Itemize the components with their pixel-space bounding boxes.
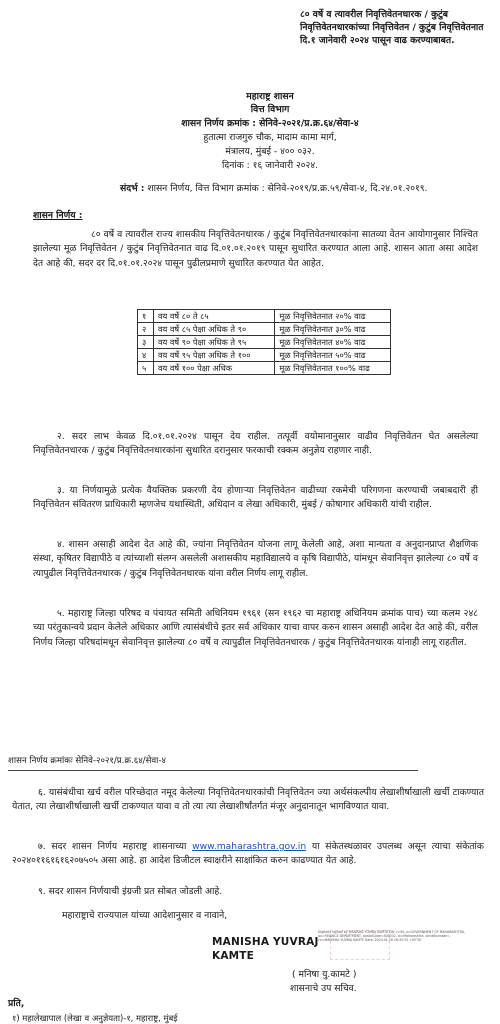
- paragraph-7-end: या संकेतस्थळावर उपलब्ध असून त्याचा संकेतांक २०२४०११६१६१६२०७५०५ असा आहे. हा आदेश डिजीटल स्वाक्षरीने साक्षांकित करुन काढण्यात येत आहे.: [12, 841, 484, 867]
- page2-header: शासन निर्णय क्रमांकः सेनिवे-२०२१/प्र.क्र.६४/सेवा-४: [8, 756, 166, 766]
- header-divider: [8, 770, 418, 771]
- address-line-1: हुतात्मा राजगुरु चौक, मादाम कामा मार्ग,: [203, 132, 337, 143]
- signer-name-line-2: KAMTE: [212, 950, 255, 962]
- address-line-2: मंत्रालय, मुंबई - ४०० ०३२.: [225, 146, 315, 157]
- paragraph-8: ९. सदर शासन निर्णयाची इंग्रजी प्रत सोबत जोडली आहे.: [38, 886, 223, 897]
- table-cell-num: ४: [138, 349, 154, 362]
- gov-name: महाराष्ट्र शासन: [246, 91, 294, 102]
- paragraph-6: ६. यासंबंधीचा खर्च वरील परिच्छेदात नमूद केलेल्या निवृत्तिवेतनधारकांची निवृत्तिवेतन ज्या अर्थसंकल्पीय लेखाशीर्षाखाली खर्ची टाकण्यात येतात, त्या लेखाशीर्षाखाली खर्ची टाकण्यात यावा व तो त्या त्या लेखाशीर्षांतर्गत मंजूर अनुदानातून भागविण्यात यावा.: [12, 787, 484, 813]
- table-cell-num: ५: [138, 362, 154, 375]
- table-cell-increase: मूळ निवृत्तिवेतनात ५०% वाढ: [275, 349, 391, 362]
- reference: [120, 182, 495, 196]
- table-cell-age: वय वर्षे ८० ते ८५: [153, 310, 274, 323]
- paragraph-4: ४. शासन असाही आदेश देत आहे की, ज्यांना निवृत्तिवेतन योजना लागू केलेली आहे, अशा मान्यता व अनुदानप्राप्त शैक्षणिक संस्था, कृषितर विद्यापीठे व त्यांच्याशी संलग्न असलेली अशासकीय महाविद्यालये व कृषि विद्यापीठे, यांमधून सेवानिवृत्त झालेल्या ८० वर्षे व त्यापुढील निवृत्तिवेतनधारक / कुटुंब निवृत्तिवेतनधारक यांना वरील निर्णय लागू राहील.: [33, 539, 478, 579]
- pension-increase-table: [137, 309, 391, 375]
- table-row: [138, 310, 391, 323]
- table-cell-age: वय वर्षे ८५ पेक्षा अधिक ते ९०: [153, 323, 274, 336]
- table-row: [138, 323, 391, 336]
- paragraph-3: ३. या निर्णयामुळे प्रत्येक वैयक्तिक प्रकरणी देय होणाऱ्या निवृत्तिवेतन वाढीच्या रकमेची परिगणना करण्याची जबाबदारी ही निवृत्तिवेतन संवितरण प्राधिकारी म्हणजेच यथास्थिती, अधिदान व लेखा अधिकारी, मुंबई / कोषागार अधिकारी यांची राहील.: [33, 485, 478, 511]
- signer-title: शासनाचे उप सचिव.: [290, 983, 357, 994]
- table-cell-num: ३: [138, 336, 154, 349]
- decision-label: शासन निर्णय :: [33, 210, 83, 221]
- digital-signature-text: Digitally signed by MANISHA YUVRAJ KAMTE DN: c=IN, o=GOVERNMENT OF MAHARASHTRA, ou=FINANCE DEPARTMENT, postalCode=400032, st=Maharashtra, serialNumber=, cn=MANISHA YUVRAJ KAMTE Date: 2024.01.16 16:35:32 +05'30': [318, 930, 466, 942]
- reference-text: शासन निर्णय, वित्त विभाग क्रमांक : सेनिवे-२०१९/प्र.क्र.५९/सेवा-४, दि.२४.०१.२०१९.: [147, 183, 428, 194]
- gr-date: दिनांक : १६ जानेवारी २०२४.: [221, 160, 319, 171]
- paragraph-5: ५. महाराष्ट्र जिल्हा परिषद व पंचायत समिती अधिनियम १९६१ (सन १९६२ चा महाराष्ट्र अधिनियम क्रमांक पाच) च्या कलम २४८ च्या परंतुकान्वये प्रदान केलेले अधिकार आणि त्यासंबंधीचे इतर सर्व अधिकार याचा वापर करुन शासन असाही आदेश देत आहे की, वरील निर्णय जिल्हा परिषदांमधून सेवानिवृत्त झालेल्या ८० वर्षे व त्यापुढील निवृत्तिवेतनधारक / कुटुंब निवृत्तिवेतनधारक यांनाही लागू राहतील.: [33, 608, 478, 648]
- table-cell-increase: मूळ निवृत्तिवेतनात ३०% वाढ: [275, 323, 391, 336]
- table-row: [138, 349, 391, 362]
- department-name: वित्त विभाग: [250, 104, 290, 115]
- page-break: [0, 712, 500, 750]
- reference-label: संदर्भ :: [120, 183, 145, 194]
- subject-heading: ८० वर्षे व त्यावरील निवृत्तिवेतनधारक / कुटुंब निवृत्तिवेतनधारकांच्या निवृत्तिवेतन / कुटुंब निवृत्तिवेतनात दि.१ जानेवारी २०२४ पासून वाढ करण्याबाबत.: [300, 9, 484, 47]
- table-cell-num: १: [138, 310, 154, 323]
- website-link[interactable]: www.maharashtra.gov.in: [192, 841, 307, 852]
- paragraph-2: २. सदर लाभ केवळ दि.०१.०१.२०२४ पासून देय राहील. तत्पूर्वी वयोमानानुसार वाढीव निवृत्तिवेतन घेत असलेल्या निवृत्तिवेतनधारक / कुटुंब निवृत्तिवेतनधारकांना सुधारित दरानुसार फरकाची रक्कम अनुज्ञेय राहणार नाही.: [33, 431, 478, 457]
- paragraph-1: ८० वर्षे व त्यावरील राज्य शासकीय निवृत्तिवेतनधारक / कुटुंब निवृत्तिवेतनधारकांना सातव्या वेतन आयोगानुसार निश्चित झालेल्या मूळ निवृत्तिवेतन / कुटुंब निवृत्तिवेतनात वाढ दि.०१.०१.२०१९ पासून सुधारित करण्यात आला आहे. शासन आता असा आदेश देत आहे की, सदर दर दि.०१.०१.२०२४ पासून पुढीलप्रमाणे सुधारित करण्यात येत आहेत.: [33, 229, 478, 269]
- prati-label: प्रति,: [8, 998, 25, 1009]
- table-cell-increase: मूळ निवृत्तिवेतनात १००% वाढ: [275, 362, 391, 375]
- signer-name: [212, 935, 319, 963]
- governor-order-line: महाराष्ट्राचे राज्यपाल यांच्या आदेशानुसार व नावाने,: [62, 910, 228, 921]
- table-cell-age: वय वर्षे ९५ पेक्षा अधिक ते १००: [153, 349, 274, 362]
- gr-number: शासन निर्णय क्रमांक : सेनिवे-२०२१/प्र.क्र.६४/सेवा-४: [181, 118, 359, 129]
- table-cell-increase: मूळ निवृत्तिवेतनात ४०% वाढ: [275, 336, 391, 349]
- signer-name-marathi: ( मनिषा यु.कामटे ): [292, 969, 357, 980]
- table-cell-age: वय वर्षे ९० पेक्षा अधिक ते ९५: [153, 336, 274, 349]
- paragraph-7-start: ७. सदर शासन निर्णय महाराष्ट्र शासनाच्या: [38, 841, 193, 852]
- table-cell-increase: मूळ निवृत्तिवेतनात २०% वाढ: [275, 310, 391, 323]
- signer-name-line-1: MANISHA YUVRAJ: [212, 936, 319, 948]
- table-row: [138, 336, 391, 349]
- table-row: [138, 362, 391, 375]
- recipient-1: १) महालेखापाल (लेखा व अनुज्ञेयता)-१, महाराष्ट्र, मुंबई: [12, 1013, 178, 1023]
- paragraph-7: [12, 840, 484, 869]
- table-cell-num: २: [138, 323, 154, 336]
- table-cell-age: वय वर्षे १०० पेक्षा अधिक: [153, 362, 274, 375]
